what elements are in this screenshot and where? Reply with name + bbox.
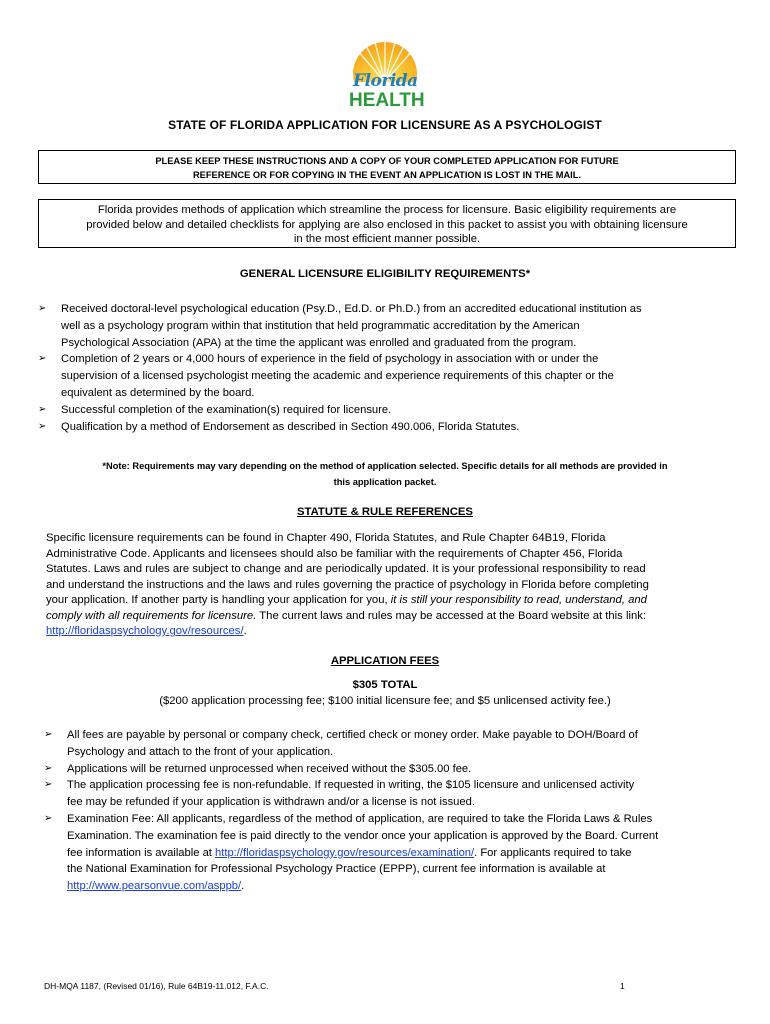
form-id: DH-MQA 1187, (Revised 01/16), Rule 64B19-11.012, F.A.C. [44, 981, 269, 991]
pearsonvue-link[interactable]: http://www.pearsonvue.com/asppb/ [67, 880, 242, 893]
arrow-bullet-icon: ➢ [38, 420, 47, 432]
intro-line: in the most efficient manner possible. [293, 233, 481, 245]
eligibility-note: *Note: Requirements may vary depending on the method of application selected. Specific details for all methods are provided in this application packet. [102, 461, 668, 487]
list-item: ➢ Qualification by a method of Endorsement as described in Section 490.006, Florida Statutes. [38, 419, 738, 436]
intro-box [38, 199, 736, 248]
list-item: ➢ Completion of 2 years or 4,000 hours of experience in the field of psychology in association with or under the supervision of a licensed psychologist meeting the academic and experience requirements of this chapter or the equivalent as determined by the board. [38, 353, 614, 399]
list-item: ➢ Examination Fee: All applicants, regardless of the method of application, are required to take the Florida Laws & Rules Examination. The examination fee is paid directly to the vendor once your application is approved by the Board. Current fee information is available at http://floridaspsychology.gov/resources/examination/. For applicants required to take the National Examination for Professional Psychology Practice (EPPP), current fee information is available at http://www.pearsonvue.com/asppb/. [44, 812, 659, 893]
arrow-bullet-icon: ➢ [38, 403, 47, 415]
intro-line: provided below and detailed checklists for applying are also enclosed in this packet to assist you with obtaining licensure [86, 218, 688, 231]
keep-notice-line: REFERENCE OR FOR COPYING IN THE EVENT AN APPLICATION IS LOST IN THE MAIL. [192, 170, 582, 180]
florida-health-logo [345, 42, 425, 114]
arrow-bullet-icon: ➢ [38, 353, 47, 365]
list-item: ➢ Successful completion of the examination(s) required for licensure. [38, 402, 738, 419]
keep-instructions-notice [38, 150, 736, 184]
page-number: 1 [620, 981, 625, 991]
resources-link[interactable]: http://floridaspsychology.gov/resources/ [46, 625, 244, 637]
fees-list [44, 727, 744, 895]
eligibility-heading: GENERAL LICENSURE ELIGIBILITY REQUIREMENTS* [239, 268, 531, 280]
arrow-bullet-icon: ➢ [44, 729, 53, 740]
intro-line: Florida provides methods of application which streamline the process for licensure. Basic eligibility requirements are [97, 204, 677, 216]
keep-notice-line: PLEASE KEEP THESE INSTRUCTIONS AND A COPY OF YOUR COMPLETED APPLICATION FOR FUTURE [155, 156, 619, 166]
arrow-bullet-icon: ➢ [44, 762, 53, 774]
fees-total: $305 TOTAL [352, 679, 418, 691]
fees-breakdown: ($200 application processing fee; $100 initial licensure fee; and $5 unlicensed activity fee.) [159, 695, 611, 707]
eligibility-list [38, 301, 738, 435]
page-title: STATE OF FLORIDA APPLICATION FOR LICENSURE AS A PSYCHOLOGIST [168, 118, 602, 132]
arrow-bullet-icon: ➢ [38, 303, 47, 314]
fees-heading: APPLICATION FEES [330, 655, 440, 667]
arrow-bullet-icon: ➢ [44, 812, 53, 824]
statute-heading: STATUTE & RULE REFERENCES [297, 506, 473, 518]
list-item: ➢ All fees are payable by personal or company check, certified check or money order. Make payable to DOH/Board of Psychology and attach to the front of your application. [44, 729, 638, 758]
list-item: ➢ Applications will be returned unprocessed when received without the $305.00 fee. [44, 761, 744, 778]
list-item: ➢ Received doctoral-level psychological education (Psy.D., Ed.D. or Ph.D.) from an accredited educational institution as well as a psychology program within that institution that held programmatic accreditation by the American Psychological Association (APA) at the time the applicant was enrolled and graduated from the program. [38, 303, 642, 349]
arrow-bullet-icon: ➢ [44, 779, 53, 791]
examination-link[interactable]: http://floridaspsychology.gov/resources/examination/ [215, 846, 475, 859]
logo-health-text: HEALTH [349, 90, 425, 111]
statute-paragraph: Specific licensure requirements can be found in Chapter 490, Florida Statutes, and Rule Chapter 64B19, Florida Administrative Code. Applicants and licensees should also be familiar with the requirements of Chapter 456, Florida Statutes. Laws and rules are subject to change and are periodically updated. It is your professional responsibility to read and understand the instructions and the laws and rules governing the practice of psychology in Florida before completing your application. If another party is handling your application for you, it is still your responsibility to read, understand, and comply with all requirements for licensure. The current laws and rules may be accessed at the Board website at this link: http://floridaspsychology.gov/resources/. [46, 532, 649, 637]
list-item: ➢ The application processing fee is non-refundable. If requested in writing, the $105 licensure and unlicensed activity fee may be refunded if your application is withdrawn and/or a license is not issued. [44, 779, 635, 809]
logo-florida-text: Florida [353, 71, 418, 91]
